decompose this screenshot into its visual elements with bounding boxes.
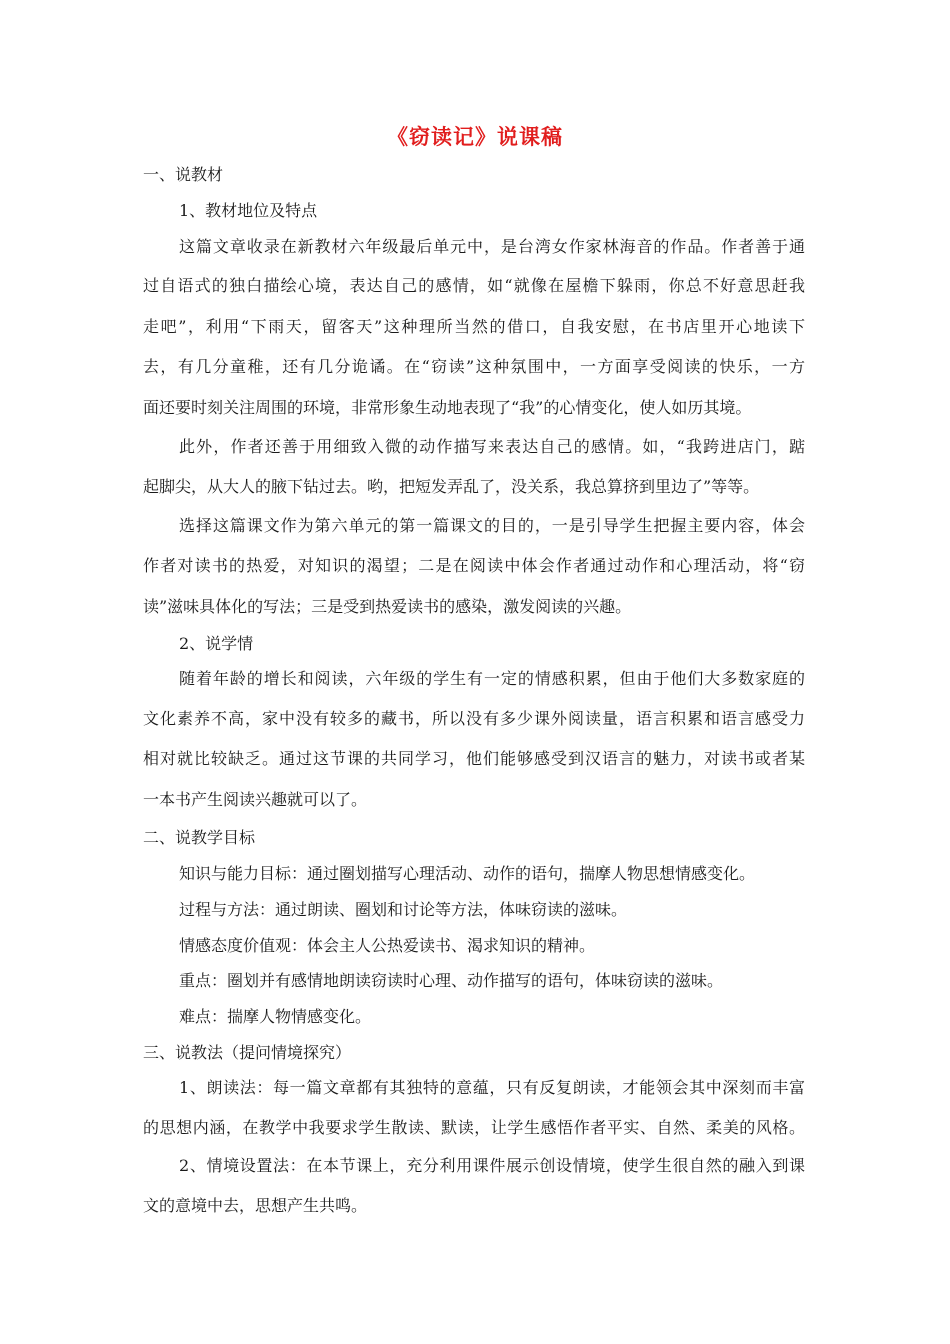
paragraph-line: 作者对读书的热爱，对知识的渴望；二是在阅读中体会作者通过动作和心理活动，将“窃 bbox=[143, 556, 805, 575]
paragraph-line: 选择这篇课文作为第六单元的第一篇课文的目的，一是引导学生把握主要内容，体会 bbox=[179, 516, 805, 535]
goal-process-method: 过程与方法：通过朗读、圈划和讨论等方法，体味窃读的滋味。 bbox=[179, 900, 628, 919]
paragraph-line: 相对就比较缺乏。通过这节课的共同学习，他们能够感受到汉语言的魅力，对读书或者某 bbox=[143, 749, 805, 768]
paragraph-line: 面还要时刻关注周围的环境，非常形象生动地表现了“我”的心情变化，使人如历其境。 bbox=[143, 398, 752, 417]
paragraph-line: 去，有几分童稚，还有几分诡谲。在“窃读”这种氛围中，一方面享受阅读的快乐，一方 bbox=[143, 357, 805, 376]
difficult-point: 难点：揣摩人物情感变化。 bbox=[179, 1007, 372, 1026]
section-heading-teaching-goals: 二、说教学目标 bbox=[143, 828, 256, 847]
section-heading-textbook: 一、说教材 bbox=[143, 165, 224, 184]
paragraph-line: 随着年龄的增长和阅读，六年级的学生有一定的情感积累，但由于他们大多数家庭的 bbox=[179, 669, 805, 688]
subheading-textbook-position: 1、教材地位及特点 bbox=[179, 201, 318, 220]
paragraph-line: 文的意境中去，思想产生共鸣。 bbox=[143, 1196, 368, 1215]
subheading-student-analysis: 2、说学情 bbox=[179, 634, 254, 653]
paragraph-line: 这篇文章收录在新教材六年级最后单元中，是台湾女作家林海音的作品。作者善于通 bbox=[179, 237, 805, 256]
goal-knowledge-ability: 知识与能力目标：通过圈划描写心理活动、动作的语句，揣摩人物思想情感变化。 bbox=[179, 864, 756, 883]
paragraph-line: 走吧”，利用“下雨天，留客天”这种理所当然的借口，自我安慰，在书店里开心地读下 bbox=[143, 317, 805, 336]
goal-emotion-attitude: 情感态度价值观：体会主人公热爱读书、渴求知识的精神。 bbox=[179, 936, 596, 955]
paragraph-line: 此外，作者还善于用细致入微的动作描写来表达自己的感情。如，“我跨进店门，踮 bbox=[179, 437, 805, 456]
section-heading-teaching-methods: 三、说教法（提问情境探究） bbox=[143, 1043, 352, 1062]
paragraph-line: 文化素养不高，家中没有较多的藏书，所以没有多少课外阅读量，语言积累和语言感受力 bbox=[143, 709, 805, 728]
document-title: 《窃读记》说课稿 bbox=[387, 124, 563, 149]
paragraph-line: 过自语式的独白描绘心境，表达自己的感情，如“就像在屋檐下躲雨，你总不好意思赶我 bbox=[143, 276, 805, 295]
paragraph-line: 起脚尖，从大人的腋下钻过去。哟，把短发弄乱了，没关系，我总算挤到里边了”等等。 bbox=[143, 477, 760, 496]
paragraph-line: 一本书产生阅读兴趣就可以了。 bbox=[143, 790, 368, 809]
paragraph-line: 2、情境设置法：在本节课上，充分利用课件展示创设情境，使学生很自然的融入到课 bbox=[179, 1156, 805, 1175]
key-point: 重点：圈划并有感情地朗读窃读时心理、动作描写的语句，体味窃读的滋味。 bbox=[179, 971, 724, 990]
paragraph-line: 1、朗读法：每一篇文章都有其独特的意蕴，只有反复朗读，才能领会其中深刻而丰富 bbox=[179, 1078, 805, 1097]
paragraph-line: 的思想内涵，在教学中我要求学生散读、默读，让学生感悟作者平实、自然、柔美的风格。 bbox=[143, 1118, 805, 1137]
paragraph-line: 读”滋味具体化的写法；三是受到热爱读书的感染，激发阅读的兴趣。 bbox=[143, 597, 632, 616]
